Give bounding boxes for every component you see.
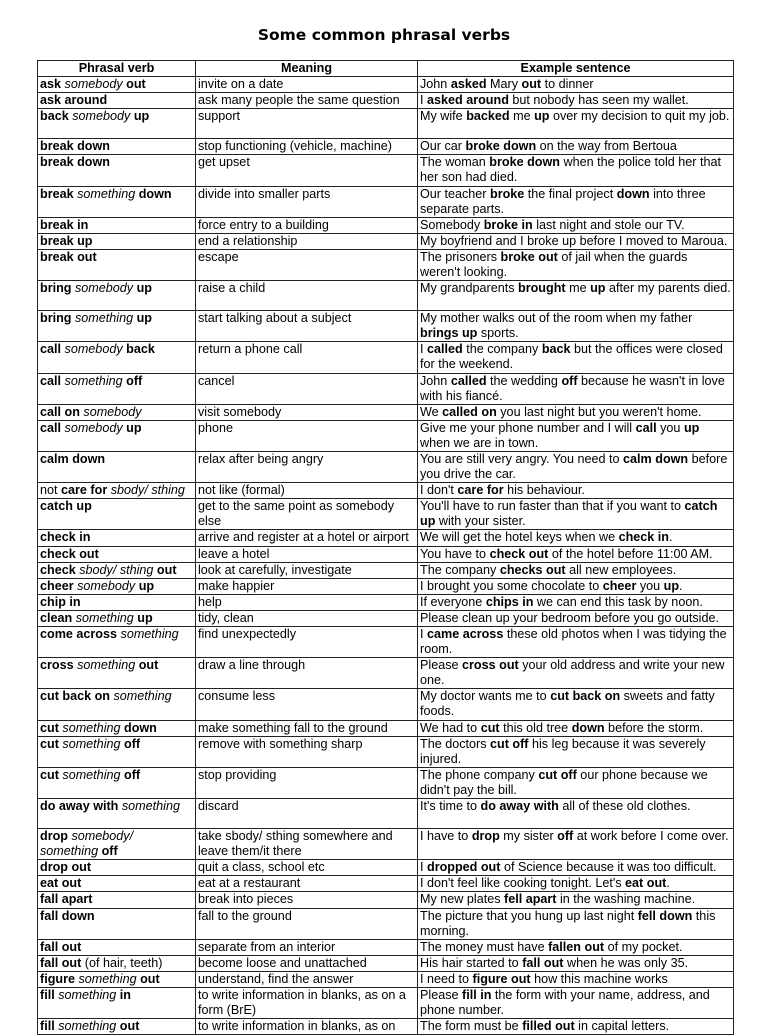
example-sentence-cell: I called the company back but the offices were closed for the weekend. <box>418 342 734 373</box>
meaning-cell: look at carefully, investigate <box>196 562 418 578</box>
example-sentence-cell: It's time to do away with all of these old clothes. <box>418 799 734 829</box>
meaning-cell: consume less <box>196 689 418 720</box>
meaning-cell: to write information in blanks, as on <box>196 1019 418 1035</box>
phrasal-verb-cell: bring something up <box>38 311 196 342</box>
table-row <box>38 281 734 311</box>
meaning-cell: understand, find the answer <box>196 971 418 987</box>
meaning-cell: divide into smaller parts <box>196 186 418 217</box>
table-row <box>38 155 734 186</box>
phrasal-verb-cell: figure something out <box>38 971 196 987</box>
table-row <box>38 689 734 720</box>
meaning-cell: relax after being angry <box>196 451 418 482</box>
meaning-cell: support <box>196 109 418 139</box>
phrasal-verb-cell: do away with something <box>38 799 196 829</box>
example-sentence-cell: The doctors cut off his leg because it was severely injured. <box>418 736 734 767</box>
example-sentence-cell: My wife backed me up over my decision to quit my job. <box>418 109 734 139</box>
example-sentence-cell: I dropped out of Science because it was too difficult. <box>418 860 734 876</box>
phrasal-verb-cell: back somebody up <box>38 109 196 139</box>
example-sentence-cell: We had to cut this old tree down before the storm. <box>418 720 734 736</box>
example-sentence-cell: Please fill in the form with your name, address, and phone number. <box>418 987 734 1018</box>
table-row <box>38 249 734 280</box>
table-row <box>38 483 734 499</box>
table-row <box>38 892 734 908</box>
table-row <box>38 767 734 798</box>
example-sentence-cell: Somebody broke in last night and stole our TV. <box>418 217 734 233</box>
meaning-cell: discard <box>196 799 418 829</box>
meaning-cell: get upset <box>196 155 418 186</box>
header-meaning: Meaning <box>196 61 418 77</box>
phrasal-verb-cell: check out <box>38 546 196 562</box>
table-row <box>38 233 734 249</box>
table-row <box>38 546 734 562</box>
phrasal-verb-cell: cut something down <box>38 720 196 736</box>
meaning-cell: escape <box>196 249 418 280</box>
example-sentence-cell: My mother walks out of the room when my father brings up sports. <box>418 311 734 342</box>
example-sentence-cell: I have to drop my sister off at work before I come over. <box>418 829 734 860</box>
meaning-cell: visit somebody <box>196 404 418 420</box>
phrasal-verb-cell: drop somebody/ something off <box>38 829 196 860</box>
phrasal-verb-cell: break in <box>38 217 196 233</box>
phrasal-verb-cell: break something down <box>38 186 196 217</box>
example-sentence-cell: Please clean up your bedroom before you go outside. <box>418 610 734 626</box>
meaning-cell: not like (formal) <box>196 483 418 499</box>
meaning-cell: stop providing <box>196 767 418 798</box>
phrasal-verb-cell: check sbody/ sthing out <box>38 562 196 578</box>
meaning-cell: take sbody/ sthing somewhere and leave them/it there <box>196 829 418 860</box>
page-title: Some common phrasal verbs <box>257 26 511 44</box>
example-sentence-cell: John asked Mary out to dinner <box>418 77 734 93</box>
phrasal-verb-cell: cut back on something <box>38 689 196 720</box>
meaning-cell: make something fall to the ground <box>196 720 418 736</box>
phrasal-verb-cell: call on somebody <box>38 404 196 420</box>
table-row <box>38 186 734 217</box>
phrasal-verb-cell: cut something off <box>38 767 196 798</box>
meaning-cell: break into pieces <box>196 892 418 908</box>
phrasal-verb-cell: fall apart <box>38 892 196 908</box>
table-row <box>38 971 734 987</box>
meaning-cell: tidy, clean <box>196 610 418 626</box>
table-row <box>38 720 734 736</box>
example-sentence-cell: The phone company cut off our phone because we didn't pay the bill. <box>418 767 734 798</box>
phrasal-verb-cell: fall out <box>38 939 196 955</box>
table-row <box>38 658 734 689</box>
example-sentence-cell: The form must be filled out in capital letters. <box>418 1019 734 1035</box>
meaning-cell: draw a line through <box>196 658 418 689</box>
meaning-cell: cancel <box>196 373 418 404</box>
example-sentence-cell: We will get the hotel keys when we check in. <box>418 530 734 546</box>
table-row <box>38 594 734 610</box>
example-sentence-cell: The prisoners broke out of jail when the guards weren't looking. <box>418 249 734 280</box>
meaning-cell: remove with something sharp <box>196 736 418 767</box>
phrasal-verb-cell: ask around <box>38 93 196 109</box>
table-row <box>38 955 734 971</box>
table-row <box>38 373 734 404</box>
table-header-row <box>38 61 734 77</box>
meaning-cell: phone <box>196 420 418 451</box>
example-sentence-cell: My grandparents brought me up after my parents died. <box>418 281 734 311</box>
example-sentence-cell: The woman broke down when the police told her that her son had died. <box>418 155 734 186</box>
example-sentence-cell: Give me your phone number and I will call you up when we are in town. <box>418 420 734 451</box>
phrasal-verb-cell: fill something in <box>38 987 196 1018</box>
example-sentence-cell: My doctor wants me to cut back on sweets and fatty foods. <box>418 689 734 720</box>
header-phrasal-verb: Phrasal verb <box>38 61 196 77</box>
phrasal-verb-cell: break down <box>38 139 196 155</box>
meaning-cell: arrive and register at a hotel or airport <box>196 530 418 546</box>
example-sentence-cell: I need to figure out how this machine works <box>418 971 734 987</box>
example-sentence-cell: You have to check out of the hotel before 11:00 AM. <box>418 546 734 562</box>
phrasal-verb-cell: fall down <box>38 908 196 939</box>
phrasal-verb-cell: fall out (of hair, teeth) <box>38 955 196 971</box>
table-row <box>38 939 734 955</box>
example-sentence-cell: I don't care for his behaviour. <box>418 483 734 499</box>
phrasal-verb-cell: cross something out <box>38 658 196 689</box>
table-row <box>38 860 734 876</box>
table-row <box>38 829 734 860</box>
example-sentence-cell: You are still very angry. You need to calm down before you drive the car. <box>418 451 734 482</box>
phrasal-verb-cell: ask somebody out <box>38 77 196 93</box>
table-row <box>38 139 734 155</box>
phrasal-verb-cell: call somebody up <box>38 420 196 451</box>
meaning-cell: get to the same point as somebody else <box>196 499 418 530</box>
meaning-cell: return a phone call <box>196 342 418 373</box>
table-row <box>38 451 734 482</box>
phrasal-verb-cell: eat out <box>38 876 196 892</box>
meaning-cell: leave a hotel <box>196 546 418 562</box>
meaning-cell: eat at a restaurant <box>196 876 418 892</box>
meaning-cell: stop functioning (vehicle, machine) <box>196 139 418 155</box>
example-sentence-cell: I asked around but nobody has seen my wallet. <box>418 93 734 109</box>
meaning-cell: make happier <box>196 578 418 594</box>
table-row <box>38 217 734 233</box>
example-sentence-cell: I don't feel like cooking tonight. Let's eat out. <box>418 876 734 892</box>
phrasal-verb-cell: call somebody back <box>38 342 196 373</box>
phrasal-verb-cell: calm down <box>38 451 196 482</box>
table-row <box>38 109 734 139</box>
table-row <box>38 736 734 767</box>
phrasal-verb-cell: clean something up <box>38 610 196 626</box>
meaning-cell: to write information in blanks, as on a form (BrE) <box>196 987 418 1018</box>
phrasal-verb-cell: come across something <box>38 627 196 658</box>
header-example-sentence: Example sentence <box>418 61 734 77</box>
example-sentence-cell: Please cross out your old address and write your new one. <box>418 658 734 689</box>
meaning-cell: force entry to a building <box>196 217 418 233</box>
table-row <box>38 627 734 658</box>
table-row <box>38 77 734 93</box>
table-row <box>38 311 734 342</box>
meaning-cell: help <box>196 594 418 610</box>
phrasal-verb-cell: not care for sbody/ sthing <box>38 483 196 499</box>
table-row <box>38 987 734 1018</box>
phrasal-verb-cell: break out <box>38 249 196 280</box>
table-row <box>38 876 734 892</box>
phrasal-verb-cell: bring somebody up <box>38 281 196 311</box>
example-sentence-cell: The money must have fallen out of my pocket. <box>418 939 734 955</box>
phrasal-verb-cell: break down <box>38 155 196 186</box>
example-sentence-cell: The picture that you hung up last night fell down this morning. <box>418 908 734 939</box>
phrasal-verb-cell: catch up <box>38 499 196 530</box>
example-sentence-cell: John called the wedding off because he wasn't in love with his fiancé. <box>418 373 734 404</box>
example-sentence-cell: If everyone chips in we can end this task by noon. <box>418 594 734 610</box>
table-row <box>38 578 734 594</box>
table-row <box>38 420 734 451</box>
table-row <box>38 93 734 109</box>
table-row <box>38 342 734 373</box>
table-row <box>38 404 734 420</box>
example-sentence-cell: My boyfriend and I broke up before I moved to Maroua. <box>418 233 734 249</box>
example-sentence-cell: Our car broke down on the way from Bertoua <box>418 139 734 155</box>
phrasal-verb-cell: drop out <box>38 860 196 876</box>
example-sentence-cell: I came across these old photos when I was tidying the room. <box>418 627 734 658</box>
meaning-cell: quit a class, school etc <box>196 860 418 876</box>
phrasal-verb-cell: chip in <box>38 594 196 610</box>
table-row <box>38 799 734 829</box>
meaning-cell: fall to the ground <box>196 908 418 939</box>
table-row <box>38 499 734 530</box>
example-sentence-cell: The company checks out all new employees. <box>418 562 734 578</box>
table-row <box>38 908 734 939</box>
table-row <box>38 610 734 626</box>
example-sentence-cell: Our teacher broke the final project down into three separate parts. <box>418 186 734 217</box>
table-row <box>38 530 734 546</box>
table-row <box>38 562 734 578</box>
example-sentence-cell: You'll have to run faster than that if you want to catch up with your sister. <box>418 499 734 530</box>
phrasal-verb-cell: fill something out <box>38 1019 196 1035</box>
phrasal-verbs-table <box>37 60 734 1035</box>
phrasal-verb-cell: break up <box>38 233 196 249</box>
example-sentence-cell: We called on you last night but you weren't home. <box>418 404 734 420</box>
meaning-cell: raise a child <box>196 281 418 311</box>
phrasal-verb-cell: call something off <box>38 373 196 404</box>
meaning-cell: invite on a date <box>196 77 418 93</box>
table-row <box>38 1019 734 1035</box>
phrasal-verb-cell: cheer somebody up <box>38 578 196 594</box>
meaning-cell: ask many people the same question <box>196 93 418 109</box>
phrasal-verb-cell: check in <box>38 530 196 546</box>
meaning-cell: become loose and unattached <box>196 955 418 971</box>
meaning-cell: start talking about a subject <box>196 311 418 342</box>
meaning-cell: separate from an interior <box>196 939 418 955</box>
example-sentence-cell: My new plates fell apart in the washing machine. <box>418 892 734 908</box>
meaning-cell: end a relationship <box>196 233 418 249</box>
meaning-cell: find unexpectedly <box>196 627 418 658</box>
example-sentence-cell: I brought you some chocolate to cheer you up. <box>418 578 734 594</box>
phrasal-verb-cell: cut something off <box>38 736 196 767</box>
example-sentence-cell: His hair started to fall out when he was only 35. <box>418 955 734 971</box>
